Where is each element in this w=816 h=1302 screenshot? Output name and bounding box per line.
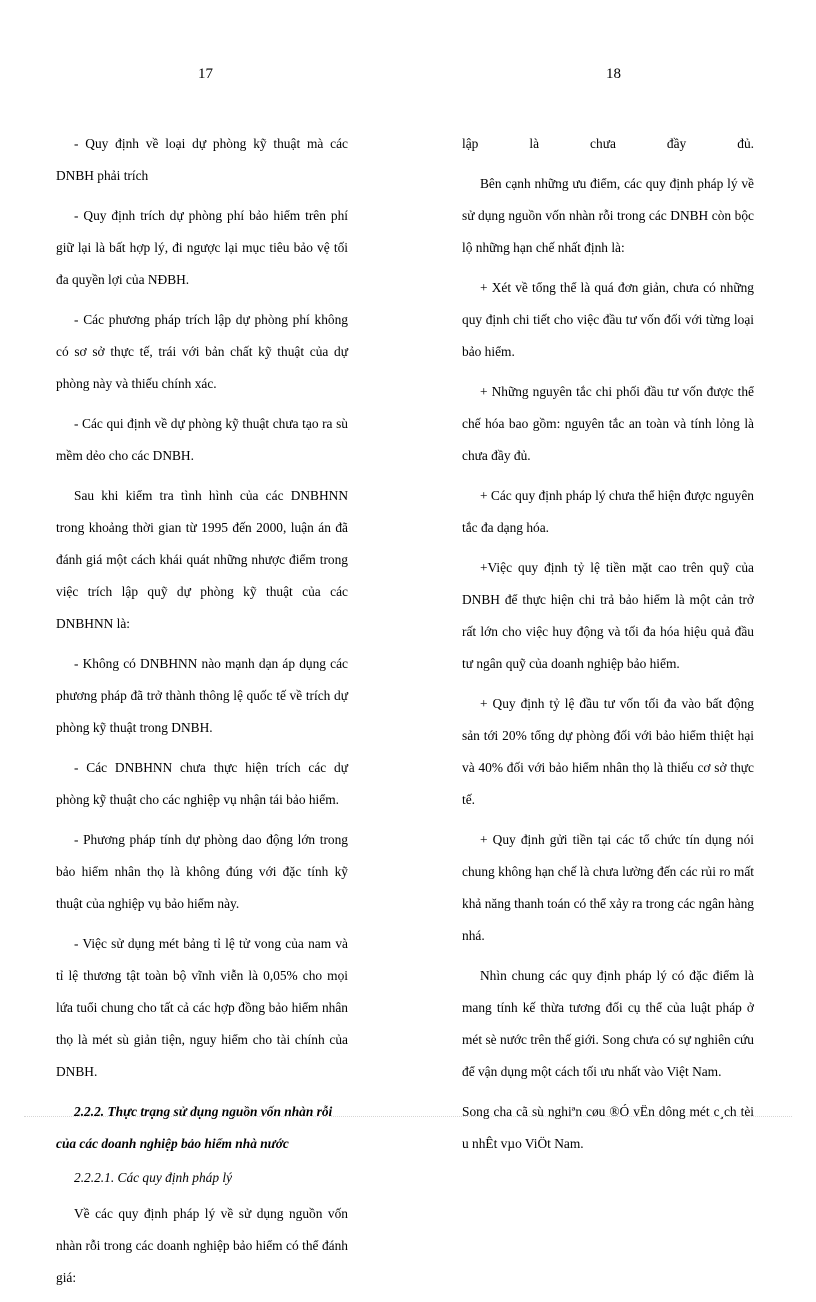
left-paragraph: - Việc sử dụng mét bảng tỉ lệ tử vong của nam và tỉ lệ thương tật toàn bộ vĩnh viễn là 0,05% cho mọi lứa tuổi chung cho tất cả các hợp đồng bảo hiểm nhân thọ là mét sù giản tiện, nguy hiểm cho tài chính của DNBH. — [56, 936, 348, 1079]
left-paragraph: - Quy định trích dự phòng phí bảo hiểm trên phí giữ lại là bất hợp lý, đi ngược lại mục tiêu bảo vệ tối đa quyền lợi của NĐBH. — [56, 208, 348, 287]
left-paragraph: - Không có DNBHNN nào mạnh dạn áp dụng các phương pháp đã trở thành thông lệ quốc tế về trích dự phòng kỹ thuật trong DNBH. — [56, 656, 348, 735]
left-paragraph: Về các quy định pháp lý về sử dụng nguồn vốn nhàn rỗi trong các doanh nghiệp bảo hiểm có thể đánh giá: — [56, 1206, 348, 1285]
right-paragraph: + Xét về tổng thể là quá đơn giản, chưa có những quy định chi tiết cho việc đầu tư vốn đối với từng loại bảo hiểm. — [462, 280, 754, 359]
right-paragraph: + Quy định tỷ lệ đầu tư vốn tối đa vào bất động sản tới 20% tổng dự phòng đối với bảo hiểm thiệt hại và 40% đối với bảo hiểm nhân thọ là thiếu cơ sở thực tế. — [462, 696, 754, 807]
right-paragraph: + Quy định gửi tiền tại các tổ chức tín dụng nói chung không hạn chế là chưa lường đến các rủi ro mất khả năng thanh toán có thể xảy ra trong các ngân hàng nhá. — [462, 832, 754, 943]
left-page-number: 17 — [198, 66, 213, 82]
left-paragraph: - Quy định về loại dự phòng kỹ thuật mà các DNBH phải trích — [56, 136, 348, 183]
garbled-encoding-text: Song cha cã sù nghiªn cøu ®Ó vËn dông mét c¸ch tèi u nhÊt vµo ViÖt Nam. — [462, 1104, 754, 1151]
right-page-column — [462, 128, 754, 1168]
right-first-line: lập là chưa đầy đủ. — [462, 136, 754, 151]
page-bottom-divider — [24, 1116, 792, 1117]
left-page-column — [56, 128, 348, 1302]
left-paragraph: - Các qui định về dự phòng kỹ thuật chưa tạo ra sù mềm dẻo cho các DNBH. — [56, 416, 348, 463]
right-paragraph: Nhìn chung các quy định pháp lý có đặc điểm là mang tính kế thừa tương đối cụ thể của luật pháp ở mét sè nước trên thế giới. Song chưa có sự nghiên cứu để vận dụng một cách tối ưu nhất vào Việt Nam. — [462, 968, 754, 1079]
right-paragraph: +Việc quy định tỷ lệ tiền mặt cao trên quỹ của DNBH để thực hiện chi trả bảo hiểm là một cản trở rất lớn cho việc huy động và tối đa hóa hiệu quả đầu tư ngân quỹ của doanh nghiệp bảo hiểm. — [462, 560, 754, 671]
section-heading-2-2-2: 2.2.2. Thực trạng sử dụng nguồn vốn nhàn rỗi của các doanh nghiệp bảo hiểm nhà nước — [56, 1104, 333, 1151]
right-page-number: 18 — [606, 66, 621, 82]
right-paragraph: + Các quy định pháp lý chưa thể hiện được nguyên tắc đa dạng hóa. — [462, 488, 754, 535]
left-paragraph: - Các phương pháp trích lập dự phòng phí không có sơ sở thực tế, trái với bản chất kỹ thuật của dự phòng này và thiếu chính xác. — [56, 312, 348, 391]
left-paragraph: - Phương pháp tính dự phòng dao động lớn trong bảo hiểm nhân thọ là không đúng với đặc tính kỹ thuật của nghiệp vụ bảo hiểm này. — [56, 832, 348, 911]
left-paragraph: Sau khi kiểm tra tình hình của các DNBHNN trong khoảng thời gian từ 1995 đến 2000, luận án đã đánh giá một cách khái quát những nhược điểm trong việc trích lập quỹ dự phòng kỹ thuật của các DNBHNN là: — [56, 488, 348, 631]
section-heading-2-2-2-1: 2.2.2.1. Các quy định pháp lý — [74, 1170, 233, 1185]
right-paragraph: Bên cạnh những ưu điểm, các quy định pháp lý về sử dụng nguồn vốn nhàn rỗi trong các DNBH còn bộc lộ những hạn chế nhất định là: — [462, 176, 754, 255]
right-paragraph: + Những nguyên tắc chi phối đầu tư vốn được thể chế hóa bao gồm: nguyên tắc an toàn và tính lỏng là chưa đầy đủ. — [462, 384, 754, 463]
left-paragraph: - Các DNBHNN chưa thực hiện trích các dự phòng kỹ thuật cho các nghiệp vụ nhận tái bảo hiểm. — [56, 760, 348, 807]
